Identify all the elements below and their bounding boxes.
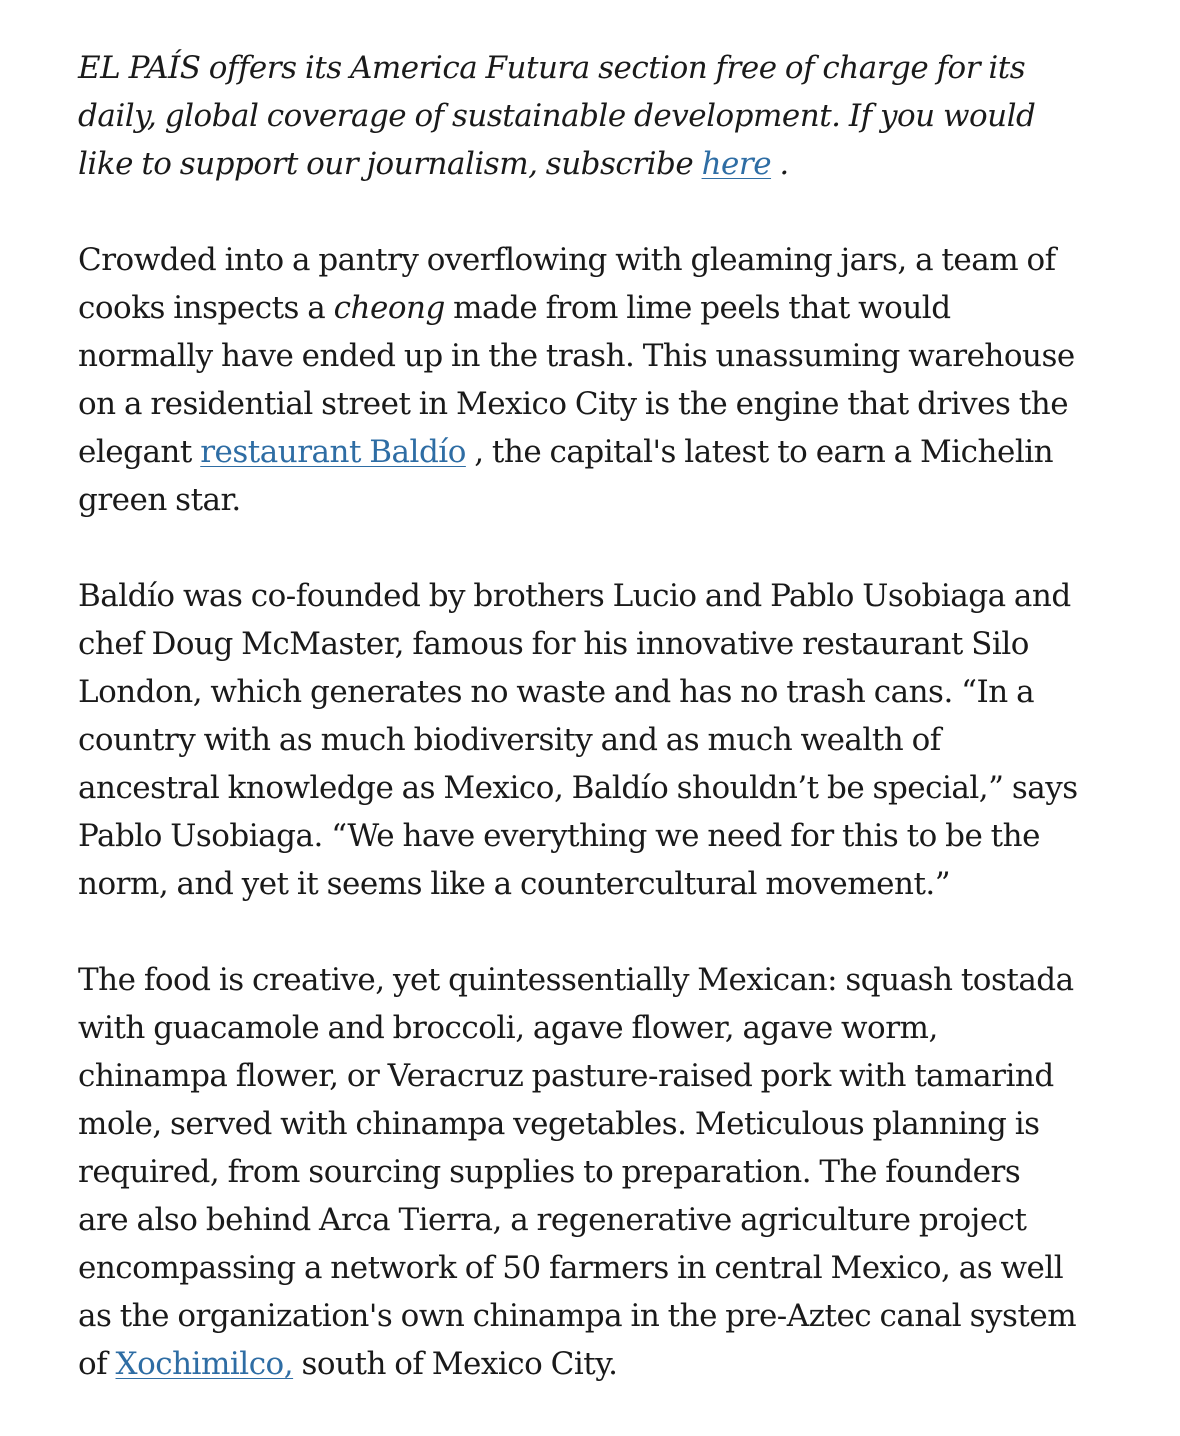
- paragraph-pantry: [78, 236, 1078, 524]
- subscription-intro: [78, 44, 1078, 188]
- cheong-term: cheong: [333, 290, 445, 326]
- paragraph-founders: [78, 572, 1078, 908]
- paragraph-text: , the capital's latest to earn a Michelin green star.: [78, 434, 1054, 518]
- subscribe-here-link[interactable]: here: [701, 146, 772, 182]
- article-body: [78, 44, 1078, 1436]
- intro-text-end: .: [771, 146, 789, 182]
- paragraph-text: south of Mexico City.: [293, 1346, 618, 1382]
- paragraph-text: Baldío was co-founded by brothers Lucio and Pablo Usobiaga and chef Doug McMaster, famous for his innovative restaurant Silo London, which generates no waste and has no trash cans. “In a country with as much biodiversity and as much wealth of ancestral knowledge as Mexico, Baldío shouldn’t be special,” says Pablo Usobiaga. “We have everything we need for this to be the norm, and yet it seems like a countercultural movement.”: [78, 578, 1078, 902]
- restaurant-baldio-link[interactable]: restaurant Baldío: [200, 434, 466, 470]
- paragraph-food: [78, 956, 1078, 1388]
- xochimilco-link[interactable]: Xochimilco,: [115, 1346, 294, 1382]
- paragraph-text: made from lime peels that would normally have ended up in the trash. This unassuming warehouse on a residential street in Mexico City is the engine that drives the elegant: [78, 290, 1075, 470]
- intro-text: EL PAÍS offers its America Futura section free of charge for its daily, global coverage of sustainable development. If you would like to support our journalism, subscribe: [78, 50, 1036, 182]
- paragraph-text: Crowded into a pantry overflowing with gleaming jars, a team of cooks inspects a: [78, 242, 1056, 326]
- paragraph-text: The food is creative, yet quintessentially Mexican: squash tostada with guacamole and broccoli, agave flower, agave worm, chinampa flower, or Veracruz pasture-raised pork with tamarind mole, served with chinampa vegetables. Meticulous planning is required, from sourcing supplies to preparation. The founders are also behind Arca Tierra, a regenerative agriculture project encompassing a network of 50 farmers in central Mexico, as well as the organization's own chinampa in the pre-Aztec canal system of: [78, 962, 1077, 1382]
